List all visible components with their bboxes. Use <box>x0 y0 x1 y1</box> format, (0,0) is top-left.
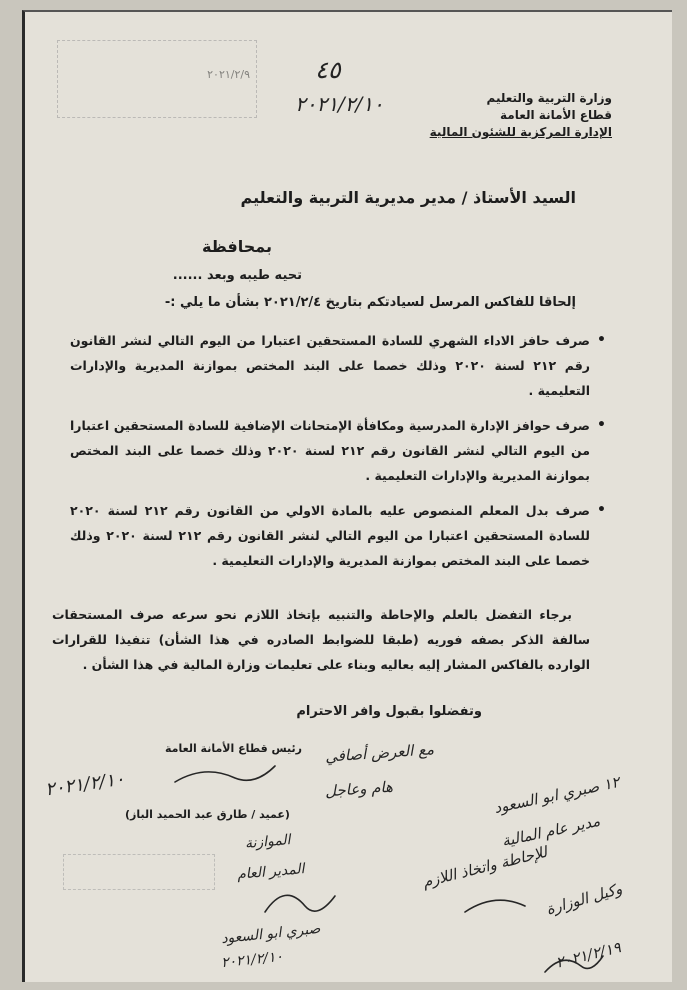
arrow-stroke <box>465 900 525 912</box>
handwritten-note-6: للإحاطة واتخاذ اللازم <box>420 842 549 892</box>
list-item: • صرف بدل المعلم المنصوص عليه بالمادة الاولي من القانون رقم ٢١٢ لسنة ٢٠٢٠ للسادة المستحقين اعتبارا من اليوم التالي لنشر القانون رقم ٢١٢ لسنة ٢٠٢٠ وذلك خصما على البند المختص بموازنة المديرية والإدارات التعليمية . <box>70 498 590 573</box>
reference-line: إلحاقا للفاكس المرسل لسيادتكم بتاريخ ٢٠٢١/٢/٤ بشأن ما يلي :- <box>164 295 576 310</box>
stamp-number: ٢٠٢١/٢/٩ <box>207 68 250 81</box>
reference-number: ٤٥ <box>315 56 341 84</box>
greeting-line: تحيه طيبه وبعد ...... <box>172 268 302 283</box>
recipient-line: السيد الأستاذ / مدير مديرية التربية والتعليم <box>240 188 576 207</box>
request-paragraph: برجاء التفضل بالعلم والإحاطة والتنبيه بإتخاذ اللازم نحو سرعه صرف المستحقات سالفة الذكر بصفه فوريه (طبقا للضوابط الصادره في هذا الشأن) تنفيذا للقرارات الوارده بالفاكس المشار إليه بعاليه وبناء على تعليمات وزارة المالية في هذا الشأن . <box>52 607 590 672</box>
budget-signature-stroke <box>265 895 335 912</box>
document-page <box>22 10 672 982</box>
handwritten-note-8: المدير العام <box>236 861 306 883</box>
handwritten-note-1: مع العرض أصافي <box>324 740 435 766</box>
signer-title: رئيس قطاع الأمانة العامة <box>165 742 302 755</box>
handwritten-note-9: صبري ابو السعود <box>220 920 322 948</box>
ministry-line-2: قطاع الأمانة العامة <box>500 108 612 122</box>
reference-date: ٢٠٢١/٢/١٠ <box>295 92 384 116</box>
province-line: بمحافظة <box>201 237 272 256</box>
signature-stroke <box>175 766 275 782</box>
handwritten-date-3: ٢٠٢١/٢/١٩ <box>553 938 623 972</box>
handwritten-note-5: وكيل الوزارة <box>544 879 625 919</box>
ministry-line-3: الإدارة المركزية للشئون المالية <box>429 125 612 139</box>
handwritten-note-7: الموازنة <box>244 832 292 852</box>
handwritten-note-3: ١٢ صبري ابو السعود <box>492 772 622 818</box>
handwritten-date-2: ٢٠٢١/٢/١٠ <box>220 948 284 972</box>
list-item: • صرف حوافز الإدارة المدرسية ومكافأة الإمتحانات الإضافية للسادة المستحقين اعتبارا من اليوم التالي لنشر القانون رقم ٢١٢ لسنة ٢٠٢٠ وذلك خصما على البند المختص بموازنة المديرية والإدارات التعليمية . <box>70 413 590 488</box>
handwritten-note-4: مدير عام المالية <box>500 811 602 851</box>
ministry-line-1: وزارة التربية والتعليم <box>486 91 612 105</box>
signature-scribble <box>545 956 603 972</box>
handwritten-date-1: ٢٠٢١/٢/١٠ <box>43 768 126 801</box>
handwriting-strokes <box>25 12 675 984</box>
list-item: • صرف حافز الاداء الشهري للسادة المستحقين اعتبارا من اليوم التالي لنشر القانون رقم ٢١٢ لسنة ٢٠٢٠ وذلك خصما على البند المختص بموازنة المديرية والإدارات التعليمية . <box>70 328 590 403</box>
handwritten-note-2: هام وعاجل <box>324 777 394 801</box>
closing-line: وتفضلوا بقبول وافر الاحترام <box>296 704 482 719</box>
signer-name: (عميد / طارق عبد الحميد الباز) <box>125 808 290 821</box>
